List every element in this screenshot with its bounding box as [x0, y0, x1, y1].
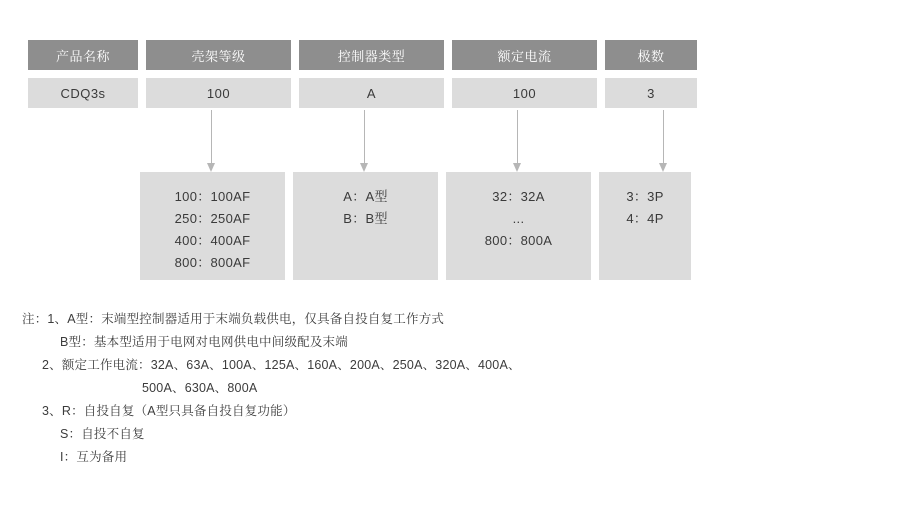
column-header: 产品名称 [28, 40, 138, 70]
table-column-pole-number [605, 40, 697, 108]
legend-line: 400：400AF [174, 233, 251, 248]
legend-box-controller-type [293, 172, 438, 280]
column-value: 100 [146, 78, 291, 108]
legend-line: 32：32A [492, 189, 545, 204]
column-value: 3 [605, 78, 697, 108]
table-column-controller-type [299, 40, 444, 108]
legend-line: A：A型 [343, 189, 388, 204]
note-line: B型：基本型适用于电网对电网供电中间级配及末端 [60, 335, 348, 349]
legend-box-frame-rating [140, 172, 285, 280]
legend-line: 4：4P [626, 211, 664, 226]
legend-line: ... [512, 211, 525, 226]
arrow-down-icon-controller-type [364, 110, 365, 164]
note-line: S：自投不自复 [60, 427, 145, 441]
legend-row [140, 172, 691, 280]
model-code-table [28, 40, 697, 108]
connector-arrows [28, 110, 728, 172]
note-line: 500A、630A、800A [142, 381, 258, 395]
note-line: I：互为备用 [60, 450, 128, 464]
column-header: 极数 [605, 40, 697, 70]
column-value: A [299, 78, 444, 108]
column-header: 额定电流 [452, 40, 597, 70]
column-header: 壳架等级 [146, 40, 291, 70]
note-line: 2、额定工作电流：32A、63A、100A、125A、160A、200A、250A、320A、400A、 [42, 358, 521, 372]
arrow-down-icon-pole-number [663, 110, 664, 164]
table-column-rated-current [452, 40, 597, 108]
column-value: 100 [452, 78, 597, 108]
table-column-product-name [28, 40, 138, 108]
legend-line: B：B型 [343, 211, 388, 226]
legend-box-rated-current [446, 172, 591, 280]
column-value: CDQ3s [28, 78, 138, 108]
legend-line: 800：800A [484, 233, 553, 248]
legend-line: 3：3P [626, 189, 664, 204]
legend-line: 250：250AF [174, 211, 251, 226]
table-column-frame-rating [146, 40, 291, 108]
legend-line: 100：100AF [174, 189, 251, 204]
arrow-down-icon-rated-current [517, 110, 518, 164]
legend-box-pole-number [599, 172, 691, 280]
arrow-down-icon-frame-rating [211, 110, 212, 164]
note-line: 3、R：自投自复（A型只具备自投自复功能） [42, 404, 296, 418]
column-header: 控制器类型 [299, 40, 444, 70]
legend-line: 800：800AF [174, 255, 251, 270]
notes-block [22, 308, 521, 469]
note-line: 注：1、A型：末端型控制器适用于末端负载供电，仅具备自投自复工作方式 [22, 312, 445, 326]
